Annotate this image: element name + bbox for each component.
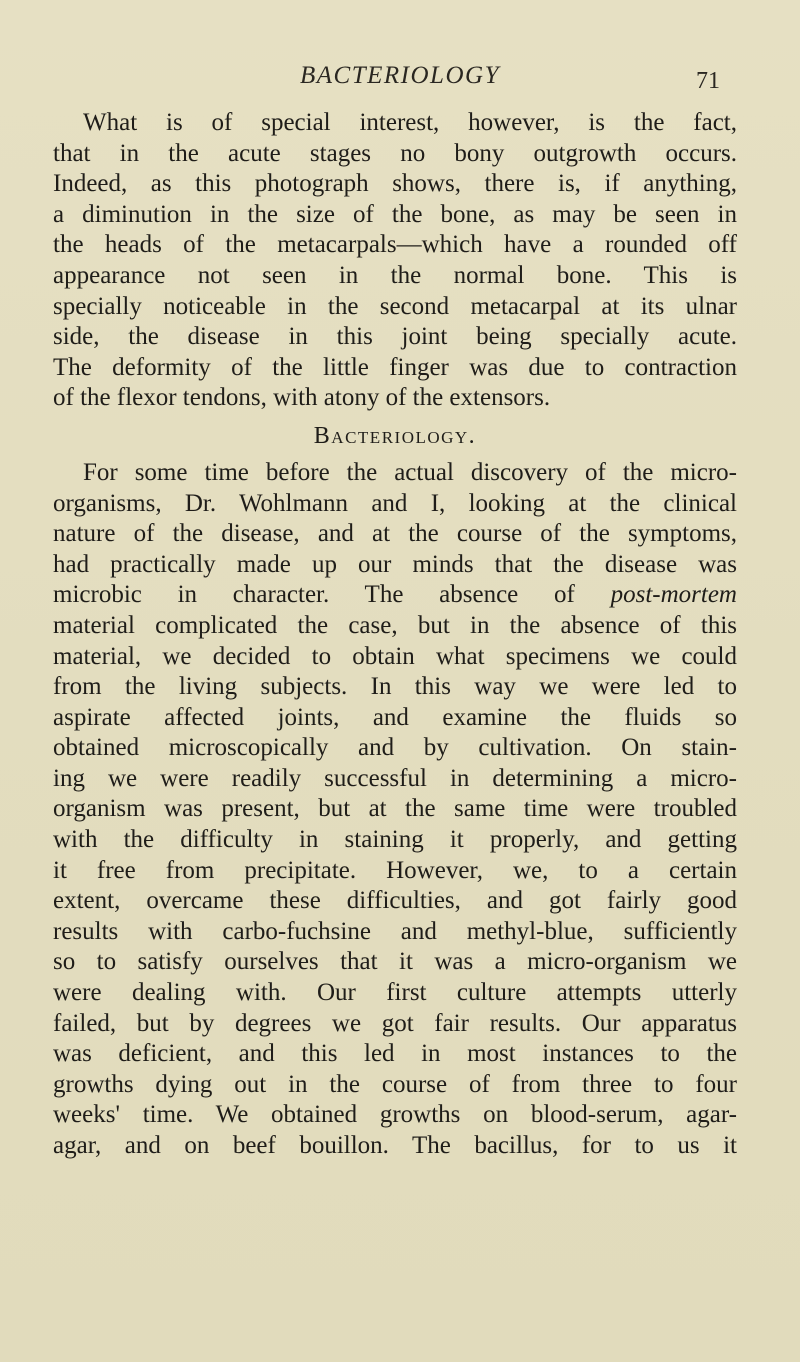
text-line: Indeed, as this photograph shows, there is, if anything, bbox=[53, 170, 737, 198]
text-line: ing we were readily successful in determining a micro- bbox=[53, 764, 737, 792]
text-line: so to satisfy ourselves that it was a micro-organism we bbox=[53, 948, 737, 976]
text-line: side, the disease in this joint being specially acute. bbox=[53, 323, 737, 351]
running-head bbox=[0, 60, 800, 96]
text-line: from the living subjects. In this way we were led to bbox=[53, 673, 737, 701]
text-line: The deformity of the little finger was due to contraction bbox=[53, 353, 737, 381]
text-line: failed, but by degrees we got fair results. Our apparatus bbox=[53, 1009, 737, 1037]
running-title: BACTERIOLOGY bbox=[300, 62, 500, 89]
paragraph-2 bbox=[53, 458, 737, 1162]
text-line: weeks' time. We obtained growths on blood-serum, agar- bbox=[53, 1101, 737, 1129]
text-line: material, we decided to obtain what specimens we could bbox=[53, 642, 737, 670]
text-line: For some time before the actual discovery of the micro- bbox=[83, 458, 737, 486]
text-line: of the flexor tendons, with atony of the extensors. bbox=[53, 384, 551, 412]
text-line: organisms, Dr. Wohlmann and I, looking at the clinical bbox=[53, 489, 737, 517]
text-line: were dealing with. Our first culture attempts utterly bbox=[53, 979, 737, 1007]
text-line: nature of the disease, and at the course of the symptoms, bbox=[53, 520, 737, 548]
text-line: What is of special interest, however, is the fact, bbox=[83, 109, 737, 136]
text-line: that in the acute stages no bony outgrowth occurs. bbox=[53, 139, 737, 167]
text-segment: microbic in character. The absence of bbox=[53, 581, 611, 609]
body-text bbox=[53, 108, 737, 1162]
text-line: it free from precipitate. However, we, to a certain bbox=[53, 856, 737, 884]
text-line: appearance not seen in the normal bone. This is bbox=[53, 261, 737, 289]
text-line-with-italic bbox=[53, 580, 737, 611]
section-heading: Bacteriology. bbox=[313, 422, 477, 449]
text-line: results with carbo-fuchsine and methyl-blue, sufficiently bbox=[53, 917, 737, 945]
text-line: specially noticeable in the second metacarpal at its ulnar bbox=[53, 292, 737, 320]
text-line: agar, and on beef bouillon. The bacillus, for to us it bbox=[53, 1132, 737, 1159]
page-number: 71 bbox=[696, 68, 720, 94]
text-line: growths dying out in the course of from three to four bbox=[53, 1070, 737, 1098]
text-line: with the difficulty in staining it properly, and getting bbox=[53, 826, 737, 854]
text-line: was deficient, and this led in most instances to the bbox=[53, 1040, 737, 1068]
paragraph-1 bbox=[53, 108, 737, 414]
text-line: material complicated the case, but in the absence of this bbox=[53, 611, 737, 639]
text-line: aspirate affected joints, and examine the fluids so bbox=[53, 703, 737, 731]
text-line: extent, overcame these difficulties, and got fairly good bbox=[53, 887, 737, 915]
italic-term: post-mortem bbox=[610, 581, 737, 609]
text-line: obtained microscopically and by cultivation. On stain- bbox=[53, 734, 737, 762]
text-line: had practically made up our minds that the disease was bbox=[53, 550, 737, 578]
text-line: organism was present, but at the same time were troubled bbox=[53, 795, 737, 823]
text-line: the heads of the metacarpals—which have a rounded off bbox=[53, 231, 737, 259]
text-line: a diminution in the size of the bone, as may be seen in bbox=[53, 200, 737, 228]
